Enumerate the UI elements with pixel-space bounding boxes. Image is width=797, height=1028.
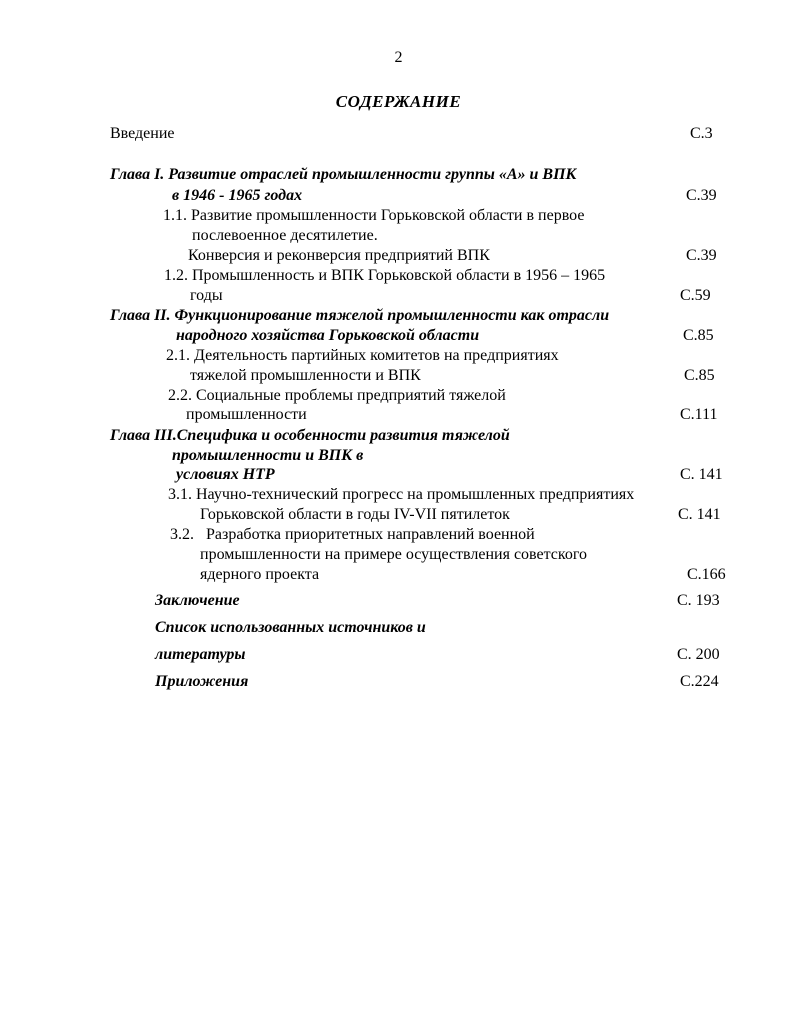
- toc-ch1-page: С.39: [686, 187, 717, 204]
- toc-s32-line1: 3.2. Разработка приоритетных направлений военной: [170, 526, 535, 543]
- toc-s31-line2: Горьковской области в годы IV-VII пятилеток: [200, 506, 510, 523]
- toc-ch3-line2: промышленности и ВПК в: [172, 447, 364, 464]
- toc-intro-label: Введение: [110, 125, 175, 142]
- toc-ch2-line1: Глава II. Функционирование тяжелой промышленности как отрасли: [110, 307, 610, 324]
- toc-ch3-line1: Глава III.Специфика и особенности развития тяжелой: [110, 427, 510, 444]
- toc-intro-page: С.3: [690, 125, 713, 142]
- toc-sources-page: С. 200: [677, 646, 720, 663]
- toc-sources-line1: Список использованных источников и: [155, 619, 426, 636]
- toc-s11-page: С.39: [686, 247, 717, 264]
- toc-conclusion-page: С. 193: [677, 592, 720, 609]
- toc-ch2-line2: народного хозяйства Горьковской области: [176, 327, 480, 344]
- toc-s12-page: С.59: [680, 287, 711, 304]
- toc-s11-line3: Конверсия и реконверсия предприятий ВПК: [188, 247, 490, 264]
- toc-appendix-label: Приложения: [155, 673, 249, 690]
- toc-appendix-page: С.224: [680, 673, 719, 690]
- toc-s12-line2: годы: [190, 287, 223, 304]
- toc-s31-line1: 3.1. Научно-технический прогресс на промышленных предприятиях: [168, 486, 635, 503]
- toc-s22-line2: промышленности: [186, 406, 307, 423]
- toc-s21-page: С.85: [684, 367, 715, 384]
- toc-conclusion-label: Заключение: [155, 592, 240, 609]
- toc-sources-line2: литературы: [155, 646, 246, 663]
- toc-s21-line1: 2.1. Деятельность партийных комитетов на предприятиях: [166, 347, 559, 364]
- toc-ch3-page: С. 141: [680, 466, 723, 483]
- page-number: 2: [394, 49, 403, 66]
- toc-s11-line2: послевоенное десятилетие.: [192, 227, 378, 244]
- toc-s32-line3: ядерного проекта: [200, 566, 320, 583]
- toc-s32-page: С.166: [687, 566, 726, 583]
- toc-s22-line1: 2.2. Социальные проблемы предприятий тяжелой: [168, 387, 506, 404]
- toc-ch3-line3: условиях НТР: [176, 466, 275, 483]
- toc-s31-page: С. 141: [678, 506, 721, 523]
- toc-ch1-line2: в 1946 - 1965 годах: [172, 187, 303, 204]
- toc-s22-page: С.111: [680, 406, 718, 423]
- contents-title: СОДЕРЖАНИЕ: [335, 92, 462, 111]
- toc-ch2-page: С.85: [683, 327, 714, 344]
- toc-s11-line1: 1.1. Развитие промышленности Горьковской области в первое: [163, 207, 585, 224]
- toc-s32-line2: промышленности на примере осуществления советского: [200, 546, 588, 563]
- toc-s12-line1: 1.2. Промышленность и ВПК Горьковской области в 1956 – 1965: [164, 267, 606, 284]
- toc-ch1-line1: Глава I. Развитие отраслей промышленности группы «А» и ВПК: [110, 166, 577, 183]
- toc-s21-line2: тяжелой промышленности и ВПК: [190, 367, 421, 384]
